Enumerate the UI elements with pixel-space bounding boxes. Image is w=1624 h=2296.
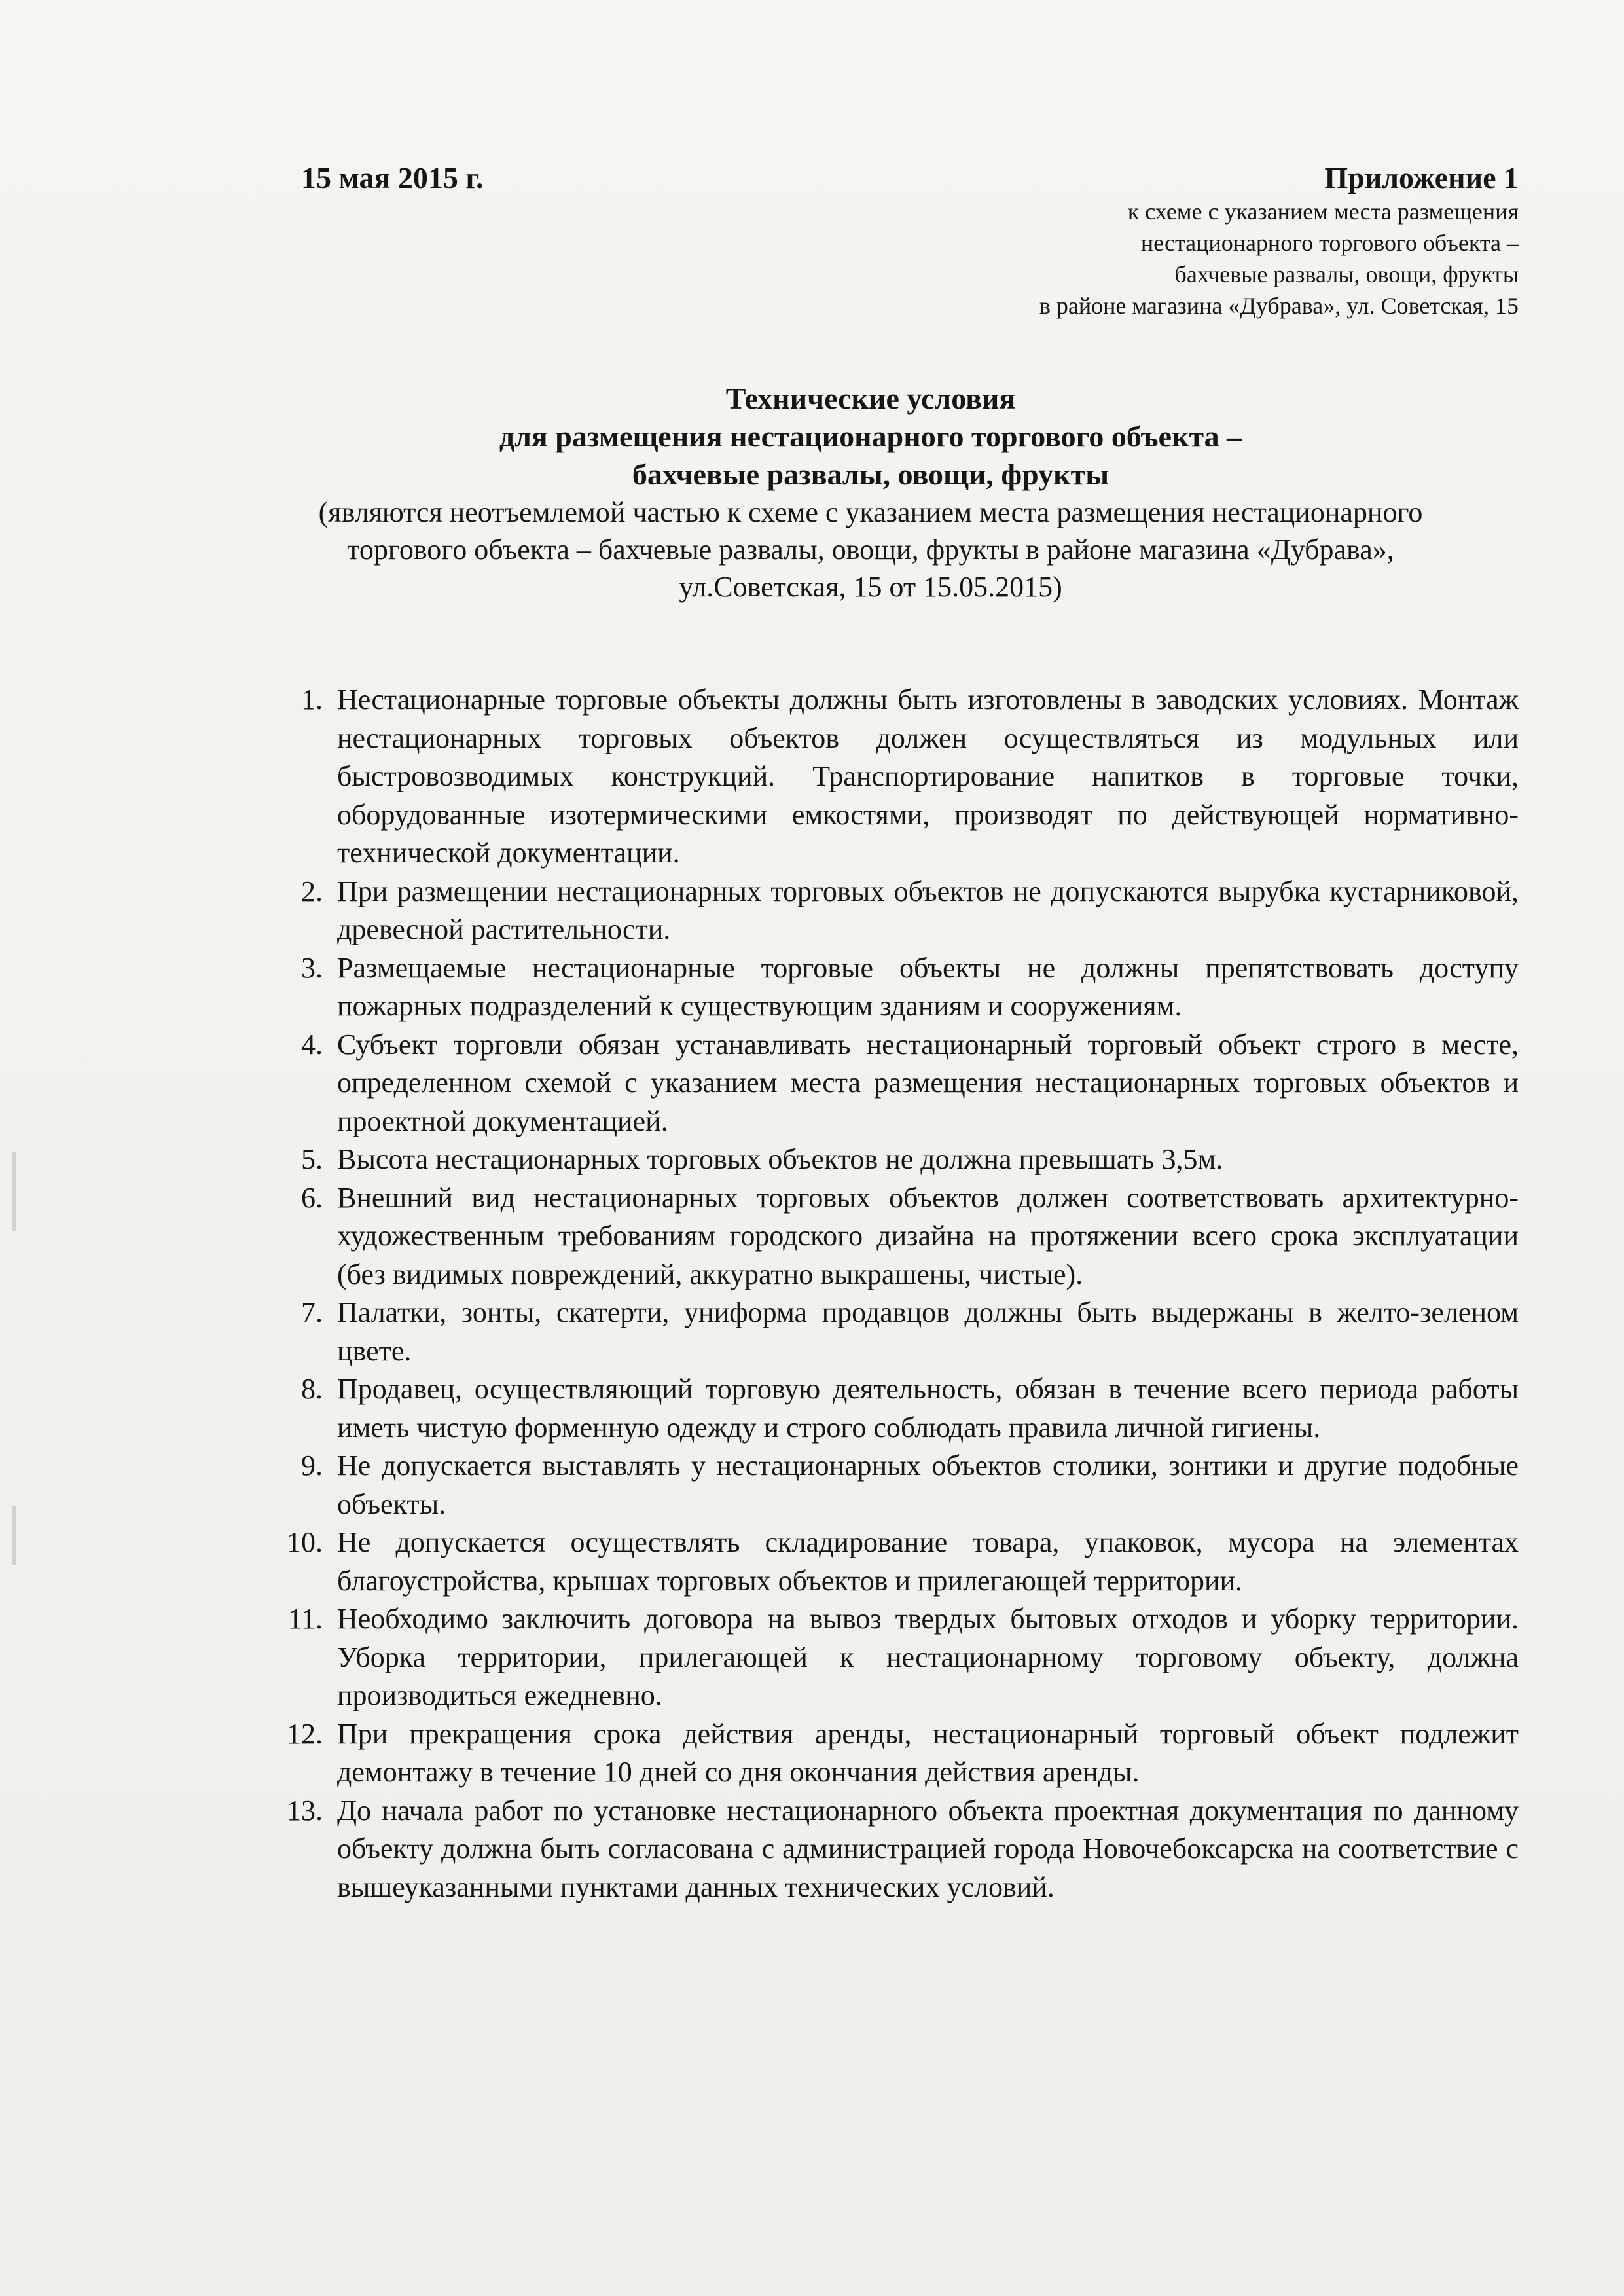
item-text: Внешний вид нестационарных торговых объектов должен соответствовать архитектурно-художественным требованиям городского дизайна на протяжении всего срока эксплуатации (без видимых повреждений, аккуратно выкрашены, чистые). bbox=[337, 1181, 1519, 1290]
document-subtitle-line: (являются неотъемлемой частью к схеме с указанием места размещения нестационарного bbox=[318, 496, 1423, 528]
appendix-title: Приложение 1 bbox=[1324, 161, 1519, 194]
list-item bbox=[275, 1370, 1519, 1447]
item-text: Необходимо заключить договора на вывоз твердых бытовых отходов и уборку территории. Уборка территории, прилегающей к нестационарному торговому объекту, должна производиться ежедневно. bbox=[337, 1603, 1519, 1711]
item-number: 8. bbox=[301, 1373, 323, 1405]
appendix-line: в районе магазина «Дубрава», ул. Советская, 15 bbox=[1039, 293, 1519, 319]
list-item bbox=[275, 1447, 1519, 1523]
item-number: 1. bbox=[301, 683, 323, 716]
item-number: 11. bbox=[287, 1603, 323, 1635]
scan-edge-mark bbox=[12, 1152, 16, 1231]
item-number: 4. bbox=[301, 1028, 323, 1061]
item-number: 2. bbox=[301, 875, 323, 907]
appendix-line: к схеме с указанием места размещения bbox=[1127, 198, 1519, 225]
list-item bbox=[275, 681, 1519, 873]
item-text: При прекращения срока действия аренды, нестационарный торговый объект подлежит демонтажу в течение 10 дней со дня окончания действия аренды. bbox=[337, 1717, 1519, 1788]
item-number: 6. bbox=[301, 1181, 323, 1214]
document-subtitle-line: торгового объекта – бахчевые развалы, овощи, фрукты в районе магазина «Дубрава», bbox=[347, 534, 1394, 566]
item-text: Размещаемые нестационарные торговые объекты не должны препятствовать доступу пожарных подразделений к существующим зданиям и сооружениям. bbox=[337, 951, 1519, 1022]
item-text: Продавец, осуществляющий торговую деятельность, обязан в течение всего периода работы иметь чистую форменную одежду и строго соблюдать правила личной гигиены. bbox=[337, 1373, 1519, 1444]
list-item bbox=[275, 1179, 1519, 1294]
document-title-block bbox=[216, 380, 1525, 606]
document-title: Технические условия bbox=[725, 382, 1016, 415]
document-header bbox=[301, 160, 1519, 324]
item-text: Палатки, зонты, скатерти, униформа продавцов должны быть выдержаны в желто-зеленом цвете. bbox=[337, 1296, 1519, 1367]
document-title-line: для размещения нестационарного торгового объекта – bbox=[499, 420, 1242, 453]
document-subtitle-line: ул.Советская, 15 от 15.05.2015) bbox=[679, 571, 1062, 603]
item-number: 5. bbox=[301, 1143, 323, 1175]
list-item bbox=[275, 1600, 1519, 1715]
appendix-block bbox=[1039, 160, 1519, 321]
item-text: Нестационарные торговые объекты должны быть изготовлены в заводских условиях. Монтаж нестационарных торговых объектов должен осуществляться из модульных или быстровозводимых конструкций. Транспортирование напитков в торговые точки, оборудованные изотермическими емкостями, производят по действующей нормативно-технической документации. bbox=[337, 683, 1519, 869]
item-number: 13. bbox=[287, 1794, 323, 1827]
item-text: Высота нестационарных торговых объектов не должна превышать 3,5м. bbox=[337, 1143, 1223, 1175]
item-number: 12. bbox=[287, 1717, 323, 1750]
list-item bbox=[275, 1523, 1519, 1600]
item-text: До начала работ по установке нестационарного объекта проектная документация по данному объекту должна быть согласована с администрацией города Новочебоксарска на соответствие с вышеуказанными пунктами данных технических условий. bbox=[337, 1794, 1519, 1903]
item-number: 7. bbox=[301, 1296, 323, 1328]
conditions-list bbox=[275, 681, 1519, 1906]
item-text: Субъект торговли обязан устанавливать нестационарный торговый объект строго в месте, определенном схемой с указанием места размещения нестационарных торговых объектов и проектной документацией. bbox=[337, 1028, 1519, 1137]
item-text: Не допускается выставлять у нестационарных объектов столики, зонтики и другие подобные объекты. bbox=[337, 1449, 1519, 1520]
document-title-line: бахчевые развалы, овощи, фрукты bbox=[632, 458, 1110, 491]
list-item bbox=[275, 1715, 1519, 1792]
list-item bbox=[275, 1140, 1519, 1179]
list-item bbox=[275, 949, 1519, 1026]
appendix-line: бахчевые развалы, овощи, фрукты bbox=[1174, 261, 1519, 287]
appendix-line: нестационарного торгового объекта – bbox=[1140, 230, 1519, 256]
list-item bbox=[275, 873, 1519, 949]
item-number: 3. bbox=[301, 951, 323, 984]
document-date: 15 мая 2015 г. bbox=[301, 161, 484, 194]
list-item bbox=[275, 1792, 1519, 1907]
item-text: При размещении нестационарных торговых объектов не допускаются вырубка кустарниковой, древесной растительности. bbox=[337, 875, 1519, 945]
list-item bbox=[275, 1294, 1519, 1370]
item-number: 10. bbox=[287, 1526, 323, 1558]
scan-edge-mark bbox=[12, 1506, 16, 1565]
item-number: 9. bbox=[301, 1449, 323, 1482]
item-text: Не допускается осуществлять складирование товара, упаковок, мусора на элементах благоустройства, крышах торговых объектов и прилегающей территории. bbox=[337, 1526, 1519, 1597]
list-item bbox=[275, 1026, 1519, 1141]
